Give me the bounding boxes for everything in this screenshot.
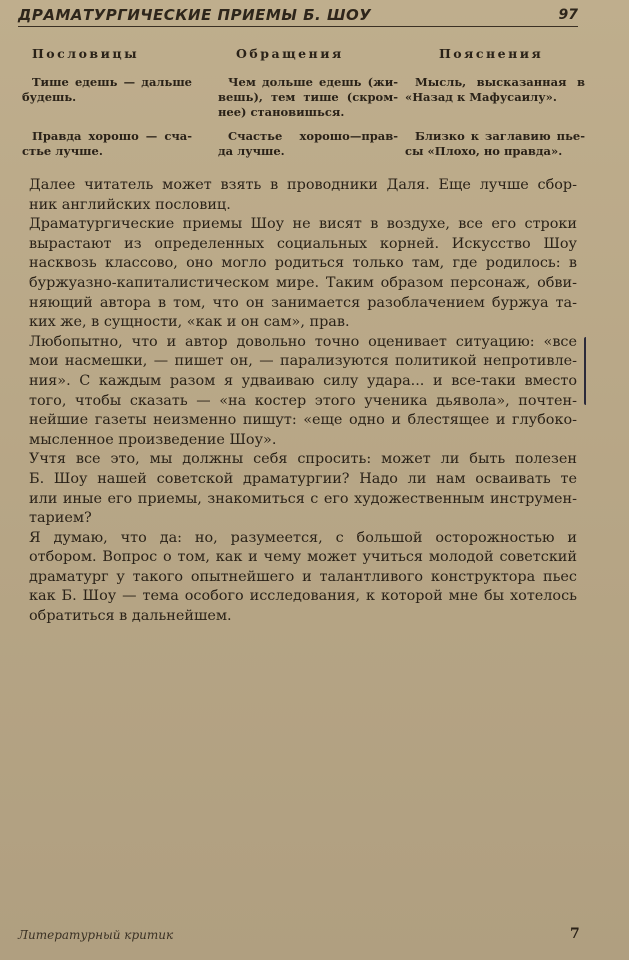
- column-inversions: [218, 46, 398, 171]
- cell-line: Счастье хорошо—прав-: [228, 129, 398, 143]
- cell-line: Тише едешь — дальше: [32, 75, 192, 89]
- footer-journal-name: Литературный критик: [18, 928, 174, 942]
- cell-line: сы «Плохо, но правда».: [405, 144, 563, 158]
- paragraph: [29, 333, 577, 451]
- text-line: как Б. Шоу — тема особого исследования, к которой мне бы хотелось: [29, 588, 577, 605]
- table-cell: [218, 129, 398, 159]
- margin-pencil-mark: [584, 337, 589, 405]
- header-title: ДРАМАТУРГИЧЕСКИЕ ПРИЕМЫ Б. ШОУ: [18, 6, 372, 24]
- text-line: обратиться в дальнейшем.: [29, 608, 232, 625]
- paragraph: [29, 215, 577, 333]
- text-line: мысленное произведение Шоу».: [29, 431, 277, 448]
- text-line: ких же, в сущности, «как и он сам», прав.: [29, 314, 350, 331]
- text-line: Драматургические приемы Шоу не висят в воздухе, все его строки: [29, 216, 577, 233]
- paragraph: [29, 529, 577, 627]
- text-line: того, чтобы сказать — «на костер этого ученика дьявола», почтен-: [29, 392, 577, 409]
- text-line: ния». С каждым разом я удваиваю силу удара... и все-таки вместо: [29, 372, 577, 389]
- footer-signature-number: 7: [570, 926, 580, 942]
- text-line: нейшие газеты неизменно пишут: «еще одно и блестящее и глубоко-: [29, 412, 577, 429]
- text-line: ник английских пословиц.: [29, 196, 231, 213]
- text-line: или иные его приемы, знакомиться с его художественным инструмен-: [29, 490, 577, 507]
- cell-line: Мысль, высказанная в: [415, 75, 585, 89]
- text-line: Далее читатель может взять в проводники Даля. Еще лучше сбор-: [29, 177, 577, 193]
- cell-line: вешь), тем тише (скром-: [218, 90, 398, 104]
- text-line: няющий автора в том, что он занимается разоблачением буржуа та-: [29, 294, 577, 311]
- cell-line: нее) становишься.: [218, 105, 345, 119]
- column-proverbs: [22, 46, 192, 171]
- paragraph: [29, 450, 577, 528]
- text-line: насквозь классово, оно могло родиться только там, где родилось: в: [29, 255, 577, 272]
- running-header: [18, 4, 578, 27]
- cell-line: Правда хорошо — сча-: [32, 129, 192, 143]
- text-line: Любопытно, что и автор довольно точно оценивает ситуацию: «все: [29, 333, 577, 350]
- text-line: Учтя все это, мы должны себя спросить: может ли быть полезен: [29, 451, 577, 468]
- table-cell: [405, 75, 585, 105]
- text-line: вырастают из определенных социальных корней. Искусство Шоу: [29, 235, 577, 252]
- body-text: [29, 176, 577, 627]
- text-line: мои насмешки, — пишет он, — парализуются политикой непротивле-: [29, 353, 577, 370]
- text-line: Б. Шоу нашей советской драматургии? Надо ли нам осваивать те: [29, 470, 577, 487]
- table-cell: [22, 75, 192, 105]
- text-line: тарием?: [29, 510, 92, 527]
- text-line: отбором. Вопрос о том, как и чему может учиться молодой советский: [29, 549, 577, 566]
- column-header: Пояснения: [439, 46, 544, 61]
- cell-line: «Назад к Мафусаилу».: [405, 90, 557, 104]
- column-header: Обращения: [236, 46, 344, 61]
- cell-line: да лучше.: [218, 144, 285, 158]
- text-line: буржуазно-капиталистическом мире. Таким образом персонаж, обви-: [29, 274, 577, 291]
- table-cell: [22, 129, 192, 159]
- cell-line: стье лучше.: [22, 144, 103, 158]
- column-explanations: [405, 46, 585, 171]
- paragraph: [29, 176, 577, 215]
- column-header: Пословицы: [32, 46, 140, 61]
- header-page-number: 97: [558, 7, 578, 23]
- table-cell: [405, 129, 585, 159]
- cell-line: Чем дольше едешь (жи-: [228, 75, 398, 89]
- text-line: драматург у такого опытнейшего и талантливого конструктора пьес: [29, 568, 577, 585]
- cell-line: будешь.: [22, 90, 77, 104]
- table-cell: [218, 75, 398, 120]
- text-line: Я думаю, что да: но, разумеется, с большой осторожностью и: [29, 529, 577, 546]
- cell-line: Близко к заглавию пье-: [415, 129, 585, 143]
